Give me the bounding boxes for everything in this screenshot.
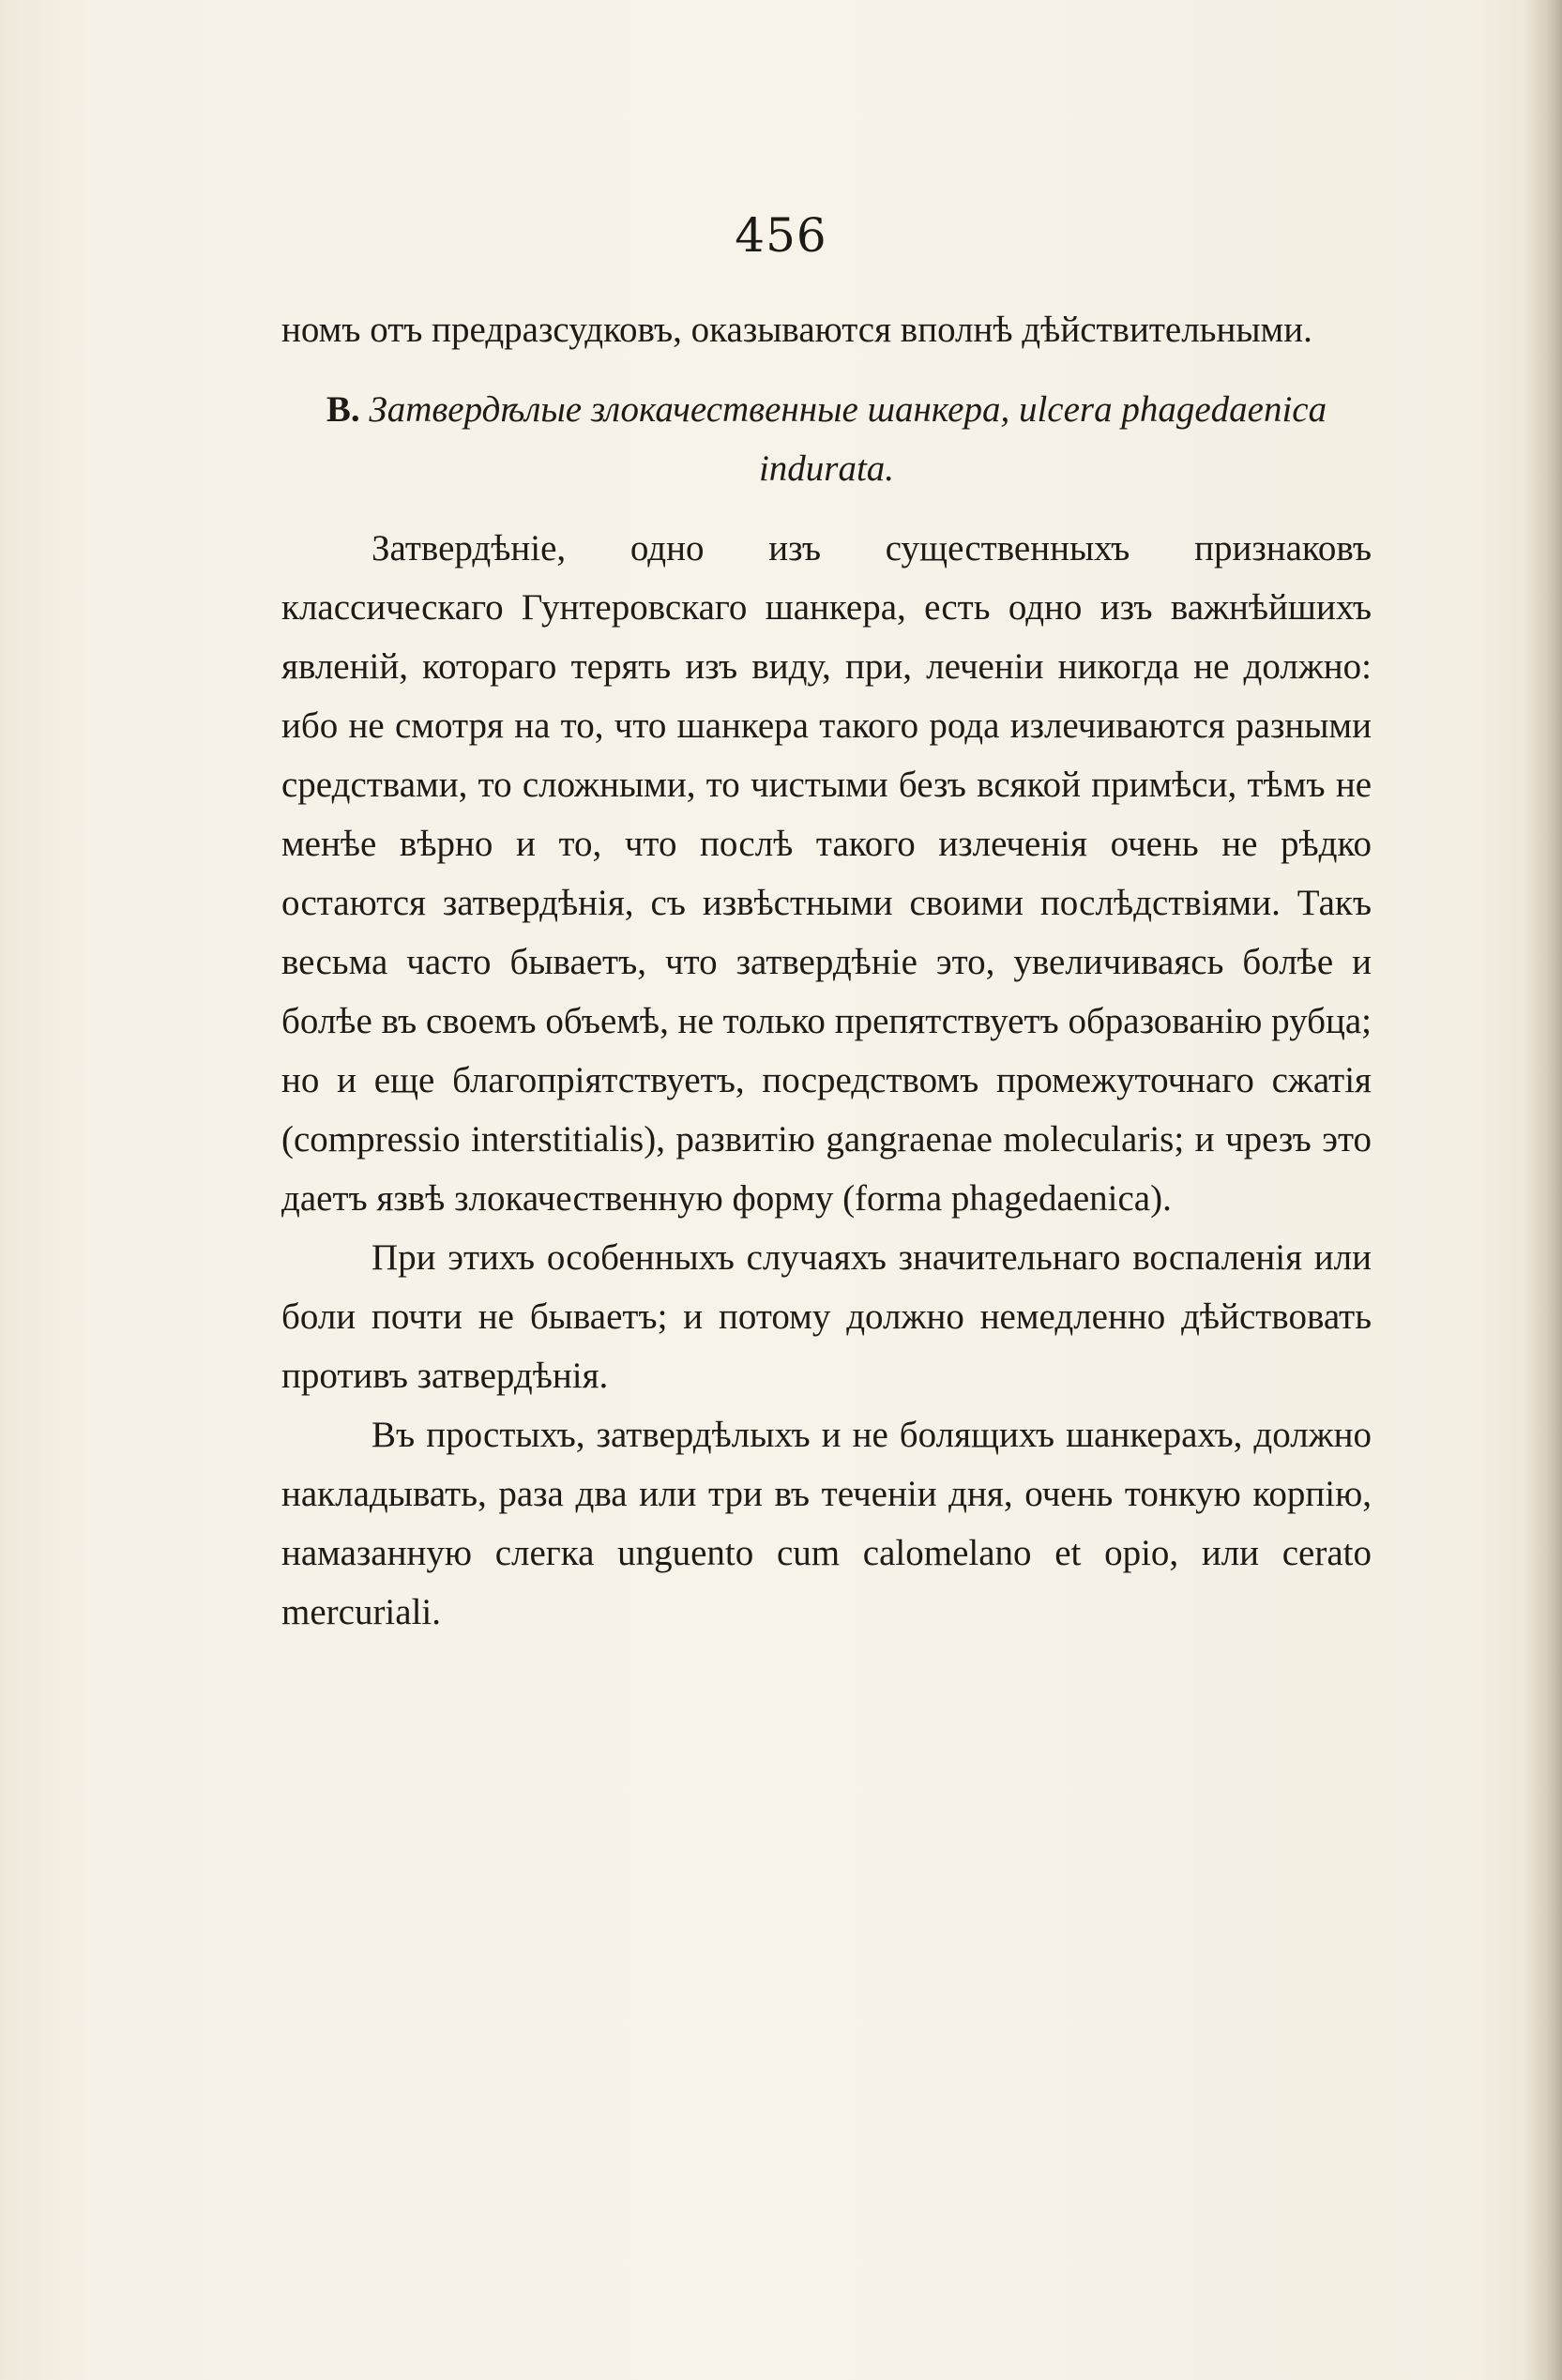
section-title: Затвердѣлые злокачественные шанкера, ulcera phagedaenica indurata.	[369, 389, 1327, 489]
page-number: 456	[735, 208, 827, 263]
page-text	[281, 300, 1372, 1642]
paragraph-special-cases: При этихъ особенныхъ случаяхъ значительнаго воспаленія или боли почти не бываетъ; и потому должно немедленно дѣйствовать противъ затвердѣнія.	[281, 1237, 1372, 1396]
intro-paragraph: номъ отъ предразсудковъ, оказываются вполнѣ дѣйствительными.	[281, 310, 1312, 350]
paragraph-treatment: Въ простыхъ, затвердѣлыхъ и не болящихъ шанкерахъ, должно накладывать, раза два или три въ теченіи дня, очень тонкую корпію, намазанную слегка unguento cum calomelano et opio, или cerato mercuriali.	[281, 1415, 1372, 1632]
section-heading	[281, 380, 1372, 498]
page-edge-shadow	[1524, 0, 1562, 2380]
paragraph-induration: Затвердѣніе, одно изъ существенныхъ признаковъ классическаго Гунтеровскаго шанкера, есть одно изъ важнѣйшихъ явленій, котораго терять изъ виду, при, леченіи никогда не должно: ибо не смотря на то, что шанкера такого рода излечиваются разными средствами, то сложными, то чистыми безъ всякой примѣси, тѣмъ не менѣе вѣрно и то, что послѣ такого излеченія очень не рѣдко остаются затвердѣнія, съ извѣстными своими послѣдствіями. Такъ весьма часто бываетъ, что затвердѣніе это, увеличиваясь болѣе и болѣе въ своемъ объемѣ, не только препятствуетъ образованію рубца; но и еще благопріятствуетъ, посредствомъ промежуточнаго сжатія (compressio interstitialis), развитію gangraenae molecularis; и чрезъ это даетъ язвѣ злокачественную форму (forma phagedaenica).	[281, 528, 1372, 1219]
section-letter: B.	[326, 389, 360, 430]
